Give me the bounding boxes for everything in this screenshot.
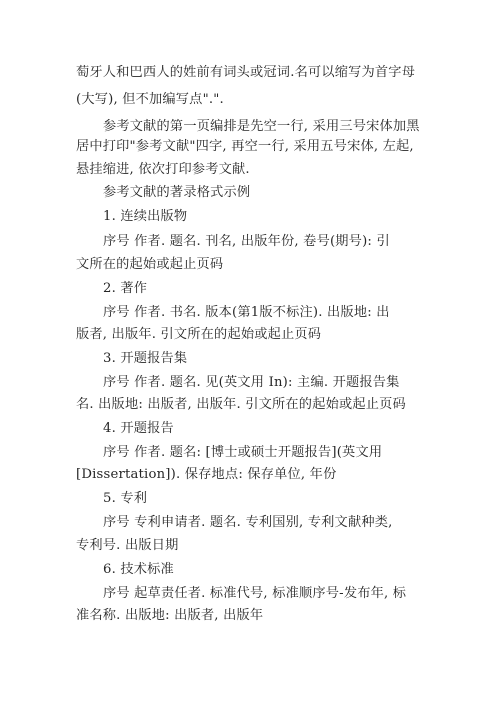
text-line: 专利号. 出版日期: [76, 538, 179, 553]
text-line: 序号 起草责任者. 标准代号, 标准顺序号-发布年, 标: [103, 586, 407, 601]
example-heading: 5. 专利: [103, 491, 148, 506]
section-heading: 参考文献的著录格式示例: [103, 185, 251, 200]
text-line: 名. 出版地: 出版者, 出版年. 引文所在的起始或起止页码: [76, 397, 406, 412]
example-heading: 2. 著作: [103, 281, 148, 296]
text-line: 悬挂缩进, 依次打印参考文献.: [76, 162, 250, 177]
text-line: 序号 作者. 题名: [博士或硕士开题报告](英文用: [103, 445, 383, 460]
text-line: 序号 作者. 题名. 见(英文用 In): 主编. 开题报告集: [103, 375, 400, 390]
text-line: 版者, 出版年. 引文所在的起始或起止页码: [76, 327, 322, 342]
example-heading: 3. 开题报告集: [103, 351, 188, 366]
text-line: (大写), 但不加编写点".".: [76, 92, 224, 107]
example-heading: 4. 开题报告: [103, 421, 174, 436]
text-line: 居中打印"参考文献"四字, 再空一行, 采用五号宋体, 左起,: [76, 139, 414, 154]
text-line: 准名称. 出版地: 出版者, 出版年: [76, 608, 264, 623]
example-heading: 1. 连续出版物: [103, 209, 188, 224]
text-line: 序号 作者. 书名. 版本(第1版不标注). 出版地: 出: [103, 305, 390, 320]
text-line: [Dissertation]). 保存地点: 保存单位, 年份: [76, 467, 337, 482]
text-line: 序号 专利申请者. 题名. 专利国别, 专利文献种类,: [103, 515, 393, 530]
text-line: 文所在的起始或起止页码: [76, 257, 224, 272]
text-line: 参考文献的第一页编排是先空一行, 采用三号宋体加黑: [103, 119, 420, 134]
example-heading: 6. 技术标准: [103, 562, 174, 577]
text-line: 序号 作者. 题名. 刊名, 出版年份, 卷号(期号): 引: [103, 234, 390, 249]
text-line: 萄牙人和巴西人的姓前有词头或冠词.名可以缩写为首字母: [76, 65, 416, 80]
